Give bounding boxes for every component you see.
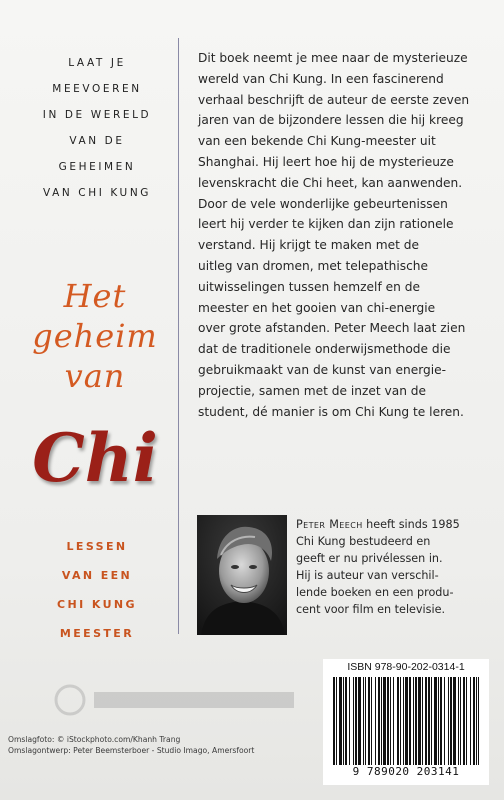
barcode-bar xyxy=(458,677,459,765)
subtitle-line: CHI KUNG xyxy=(57,598,137,611)
barcode-bar xyxy=(473,677,475,765)
barcode-image xyxy=(333,677,479,765)
title-line-1: Het xyxy=(63,277,127,315)
barcode-panel xyxy=(323,659,489,785)
blurb-line: verstand. Hij krijgt te maken met de xyxy=(198,238,420,253)
faded-publisher-mark xyxy=(50,680,310,720)
blurb-line: jaren van de bijzondere lessen die hij kreeg xyxy=(198,113,464,128)
barcode-bar xyxy=(383,677,386,765)
barcode-bar xyxy=(409,677,411,765)
barcode-bar xyxy=(405,677,408,765)
blurb-line: verhaal beschrijft de auteur de eerste zeven xyxy=(198,92,470,107)
barcode-bar xyxy=(349,677,350,765)
tagline-line: IN DE WERELD xyxy=(42,109,152,121)
tagline-line: LAAT JE xyxy=(68,57,126,69)
barcode-bar xyxy=(431,677,432,765)
barcode-bar xyxy=(434,677,437,765)
blurb-line: gebruikmaakt van de kunst van energie- xyxy=(198,362,447,377)
barcode-bar xyxy=(375,677,376,765)
barcode-bar xyxy=(333,677,335,765)
barcode-bar xyxy=(415,677,417,765)
author-portrait-image xyxy=(197,515,287,635)
barcode-bar xyxy=(393,677,394,765)
blurb-line: student, dé manier is om Chi Kung te leren. xyxy=(198,404,464,419)
barcode-bar xyxy=(460,677,461,765)
barcode-bar xyxy=(425,677,427,765)
barcode-bar xyxy=(453,677,456,765)
bio-first-line-rest: heeft sinds 1985 xyxy=(362,518,460,531)
barcode-bar xyxy=(343,677,344,765)
tagline-top xyxy=(22,50,172,206)
barcode-bar xyxy=(438,677,439,765)
barcode-bar xyxy=(450,677,452,765)
bio-line: Chi Kung bestudeerd en xyxy=(296,535,431,548)
blurb-line: wereld van Chi Kung. In een fascinerend xyxy=(198,71,444,86)
barcode-bar xyxy=(440,677,442,765)
subtitle-line: MEESTER xyxy=(59,627,135,640)
blurb-line: uitleg van dromen, met telepathische xyxy=(198,258,428,273)
cover-credits xyxy=(8,734,254,756)
barcode-bar xyxy=(339,677,342,765)
barcode-bar xyxy=(363,677,364,765)
barcode-bar xyxy=(466,677,467,765)
blurb-line: projectie, samen met de inzet van de xyxy=(198,383,427,398)
author-bio xyxy=(296,516,496,618)
tagline-line: GEHEIMEN xyxy=(58,161,136,173)
barcode-bar xyxy=(358,677,361,765)
blurb-line: van een bekende Chi Kung-meester uit xyxy=(198,134,436,149)
barcode-bar xyxy=(400,677,401,765)
blurb-line: levenskracht die Chi heet, kan aanwenden. xyxy=(198,175,463,190)
barcode-bar xyxy=(368,677,370,765)
barcode-bar xyxy=(378,677,380,765)
barcode-bar xyxy=(476,677,477,765)
tagline-line: VAN CHI KUNG xyxy=(42,187,152,199)
subtitle-line: LESSEN xyxy=(66,540,128,553)
bio-line: lende boeken en een produ- xyxy=(296,586,454,599)
barcode-bar xyxy=(448,677,449,765)
barcode-bar xyxy=(403,677,404,765)
barcode-bar xyxy=(336,677,337,765)
title-chi: Chi xyxy=(32,419,158,497)
blurb-line: over grote afstanden. Peter Meech laat zien xyxy=(198,321,466,336)
barcode-bar xyxy=(387,677,389,765)
book-title xyxy=(10,276,180,396)
blurb-line: Shanghai. Hij leert hoe hij de mysterieuze xyxy=(198,154,454,169)
blurb-line: leert hij verder te kijken dan zijn rationele xyxy=(198,217,454,232)
title-line-3: van xyxy=(64,357,126,395)
barcode-bar xyxy=(345,677,347,765)
tagline-line: VAN DE xyxy=(69,135,125,147)
bio-line xyxy=(296,516,496,533)
barcode-bar xyxy=(355,677,357,765)
barcode-bar xyxy=(353,677,354,765)
credit-photo: Omslagfoto: © iStockphoto.com/Khanh Trang xyxy=(8,735,181,744)
bio-line: Hij is auteur van verschil- xyxy=(296,569,439,582)
barcode-bar xyxy=(397,677,399,765)
barcode-bar xyxy=(463,677,465,765)
title-line-2: geheim xyxy=(32,317,158,355)
barcode-bar xyxy=(371,677,372,765)
blurb-line: uitwisselingen tussen hemzelf en de xyxy=(198,279,420,294)
barcode-bar xyxy=(478,677,479,765)
barcode-bar xyxy=(418,677,421,765)
barcode-number: 9 789020 203141 xyxy=(352,765,460,778)
blurb-line: Dit boek neemt je mee naar de mysterieuze xyxy=(198,51,468,65)
blurb-line: dat de traditionele onderwijsmethode die xyxy=(198,342,451,357)
barcode-bar xyxy=(428,677,430,765)
barcode-bar xyxy=(470,677,471,765)
barcode-bar xyxy=(413,677,414,765)
blurb-line: meester en het gooien van chi-energie xyxy=(198,300,436,315)
author-photo xyxy=(197,515,287,635)
bio-line: cent voor film en televisie. xyxy=(296,603,446,616)
barcode-bar xyxy=(390,677,391,765)
blurb-line: Door de vele wonderlijke gebeurtenissen xyxy=(198,196,448,211)
tagline-bottom xyxy=(22,532,172,648)
subtitle-line: VAN EEN xyxy=(61,569,133,582)
bio-line: geeft er nu privélessen in. xyxy=(296,552,443,565)
barcode-bar xyxy=(381,677,382,765)
tagline-line: MEEVOEREN xyxy=(52,83,142,95)
author-name: Peter Meech xyxy=(296,518,363,531)
barcode-bar xyxy=(365,677,366,765)
isbn-label: ISBN 978-90-202-0314-1 xyxy=(347,661,465,673)
barcode-bar xyxy=(444,677,445,765)
barcode-bar xyxy=(422,677,423,765)
credit-design: Omslagontwerp: Peter Beemsterboer - Studio Imago, Amersfoort xyxy=(8,746,255,755)
blurb-text xyxy=(198,48,498,422)
